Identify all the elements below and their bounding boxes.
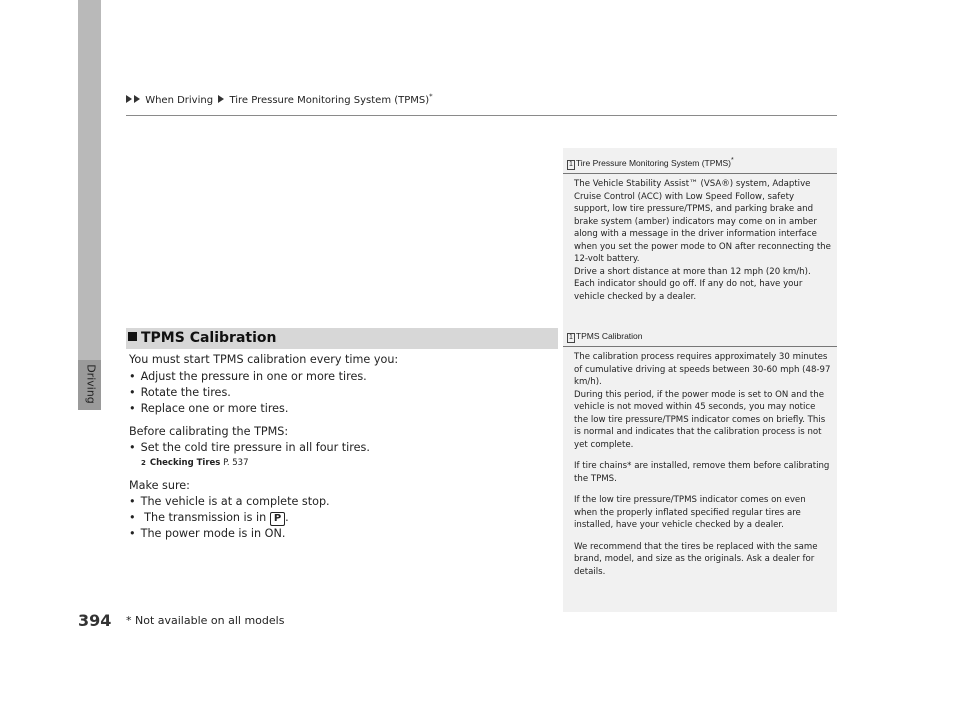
transmission-suffix: .: [285, 511, 289, 524]
page-number: 394: [78, 611, 112, 630]
reference-arrow-icon: 2: [141, 459, 146, 467]
gear-p-badge: P: [270, 512, 285, 526]
note-tpms-calibration: [563, 330, 837, 578]
breadcrumb-arrow-icon: [134, 95, 140, 103]
note-ref-number: 1: [569, 161, 573, 168]
note-heading: [563, 330, 837, 347]
intro-text: You must start TPMS calibration every time you:: [129, 353, 399, 366]
cross-reference-link[interactable]: [141, 458, 249, 468]
before-label: Before calibrating the TPMS:: [129, 425, 289, 438]
list-item: • The power mode is in ON.: [129, 527, 285, 540]
note-paragraph: During this period, if the power mode is set to ON and the vehicle is not moved within 45 seconds, you may notice the low tire pressure/TPMS indicator comes on briefly. This is normal and indicates that the calibration process is not yet complete.: [574, 389, 826, 450]
breadcrumb-footnote-marker: *: [429, 92, 433, 101]
note-heading-marker: *: [731, 157, 734, 165]
transmission-text: The transmission is in: [144, 511, 267, 524]
reference-page: P. 537: [223, 458, 249, 468]
note-ref-number: 1: [569, 334, 573, 341]
section-title: [128, 330, 276, 346]
list-item: [129, 511, 289, 526]
breadcrumb-arrow-icon: [126, 95, 132, 103]
header-rule: [126, 115, 837, 116]
side-section-label: Driving: [84, 364, 98, 404]
list-item: • Rotate the tires.: [129, 386, 231, 399]
list-item: • The vehicle is at a complete stop.: [129, 495, 330, 508]
note-body: [563, 347, 837, 578]
breadcrumb: [126, 92, 433, 106]
note-heading-text: Tire Pressure Monitoring System (TPMS): [575, 158, 731, 168]
note-paragraph: If the low tire pressure/TPMS indicator comes on even when the properly inflated specified regular tires are installed, have your vehicle checked by a dealer.: [574, 495, 806, 530]
list-item: • Adjust the pressure in one or more tires.: [129, 370, 367, 383]
square-bullet-icon: [128, 332, 137, 341]
note-tpms: [563, 157, 837, 303]
side-tab-strip: [78, 0, 101, 360]
breadcrumb-arrow-icon: [218, 95, 224, 103]
section-title-text: TPMS Calibration: [141, 330, 277, 346]
note-paragraph: The Vehicle Stability Assist™ (VSA®) system, Adaptive Cruise Control (ACC) with Low Speed Follow, safety support, low tire pressure/TPMS, and parking brake and brake system (amber) indicators may come on in amber along with a message in the driver information interface when you set the power mode to ON after reconnecting the 12-volt battery.: [574, 179, 831, 264]
reference-label: Checking Tires: [149, 458, 221, 468]
footnote: * Not available on all models: [126, 614, 285, 627]
list-item: • Replace one or more tires.: [129, 402, 288, 415]
note-paragraph: The calibration process requires approximately 30 minutes of cumulative driving at speeds between 30-60 mph (48-97 km/h).: [574, 352, 831, 387]
note-heading-text: TPMS Calibration: [575, 331, 643, 341]
list-item: • Set the cold tire pressure in all four tires.: [129, 441, 370, 454]
note-paragraph: Drive a short distance at more than 12 mph (20 km/h). Each indicator should go off. If any do not, have your vehicle checked by a dealer.: [574, 266, 811, 302]
breadcrumb-item-when-driving[interactable]: When Driving: [145, 95, 214, 106]
note-body: [563, 174, 837, 303]
note-paragraph: If tire chains* are installed, remove them before calibrating the TPMS.: [574, 461, 830, 484]
make-sure-label: Make sure:: [129, 479, 190, 492]
note-heading: [563, 157, 837, 174]
breadcrumb-item-tpms[interactable]: Tire Pressure Monitoring System (TPMS): [229, 95, 430, 106]
note-paragraph: We recommend that the tires be replaced with the same brand, model, and size as the originals. Ask a dealer for details.: [574, 541, 818, 577]
